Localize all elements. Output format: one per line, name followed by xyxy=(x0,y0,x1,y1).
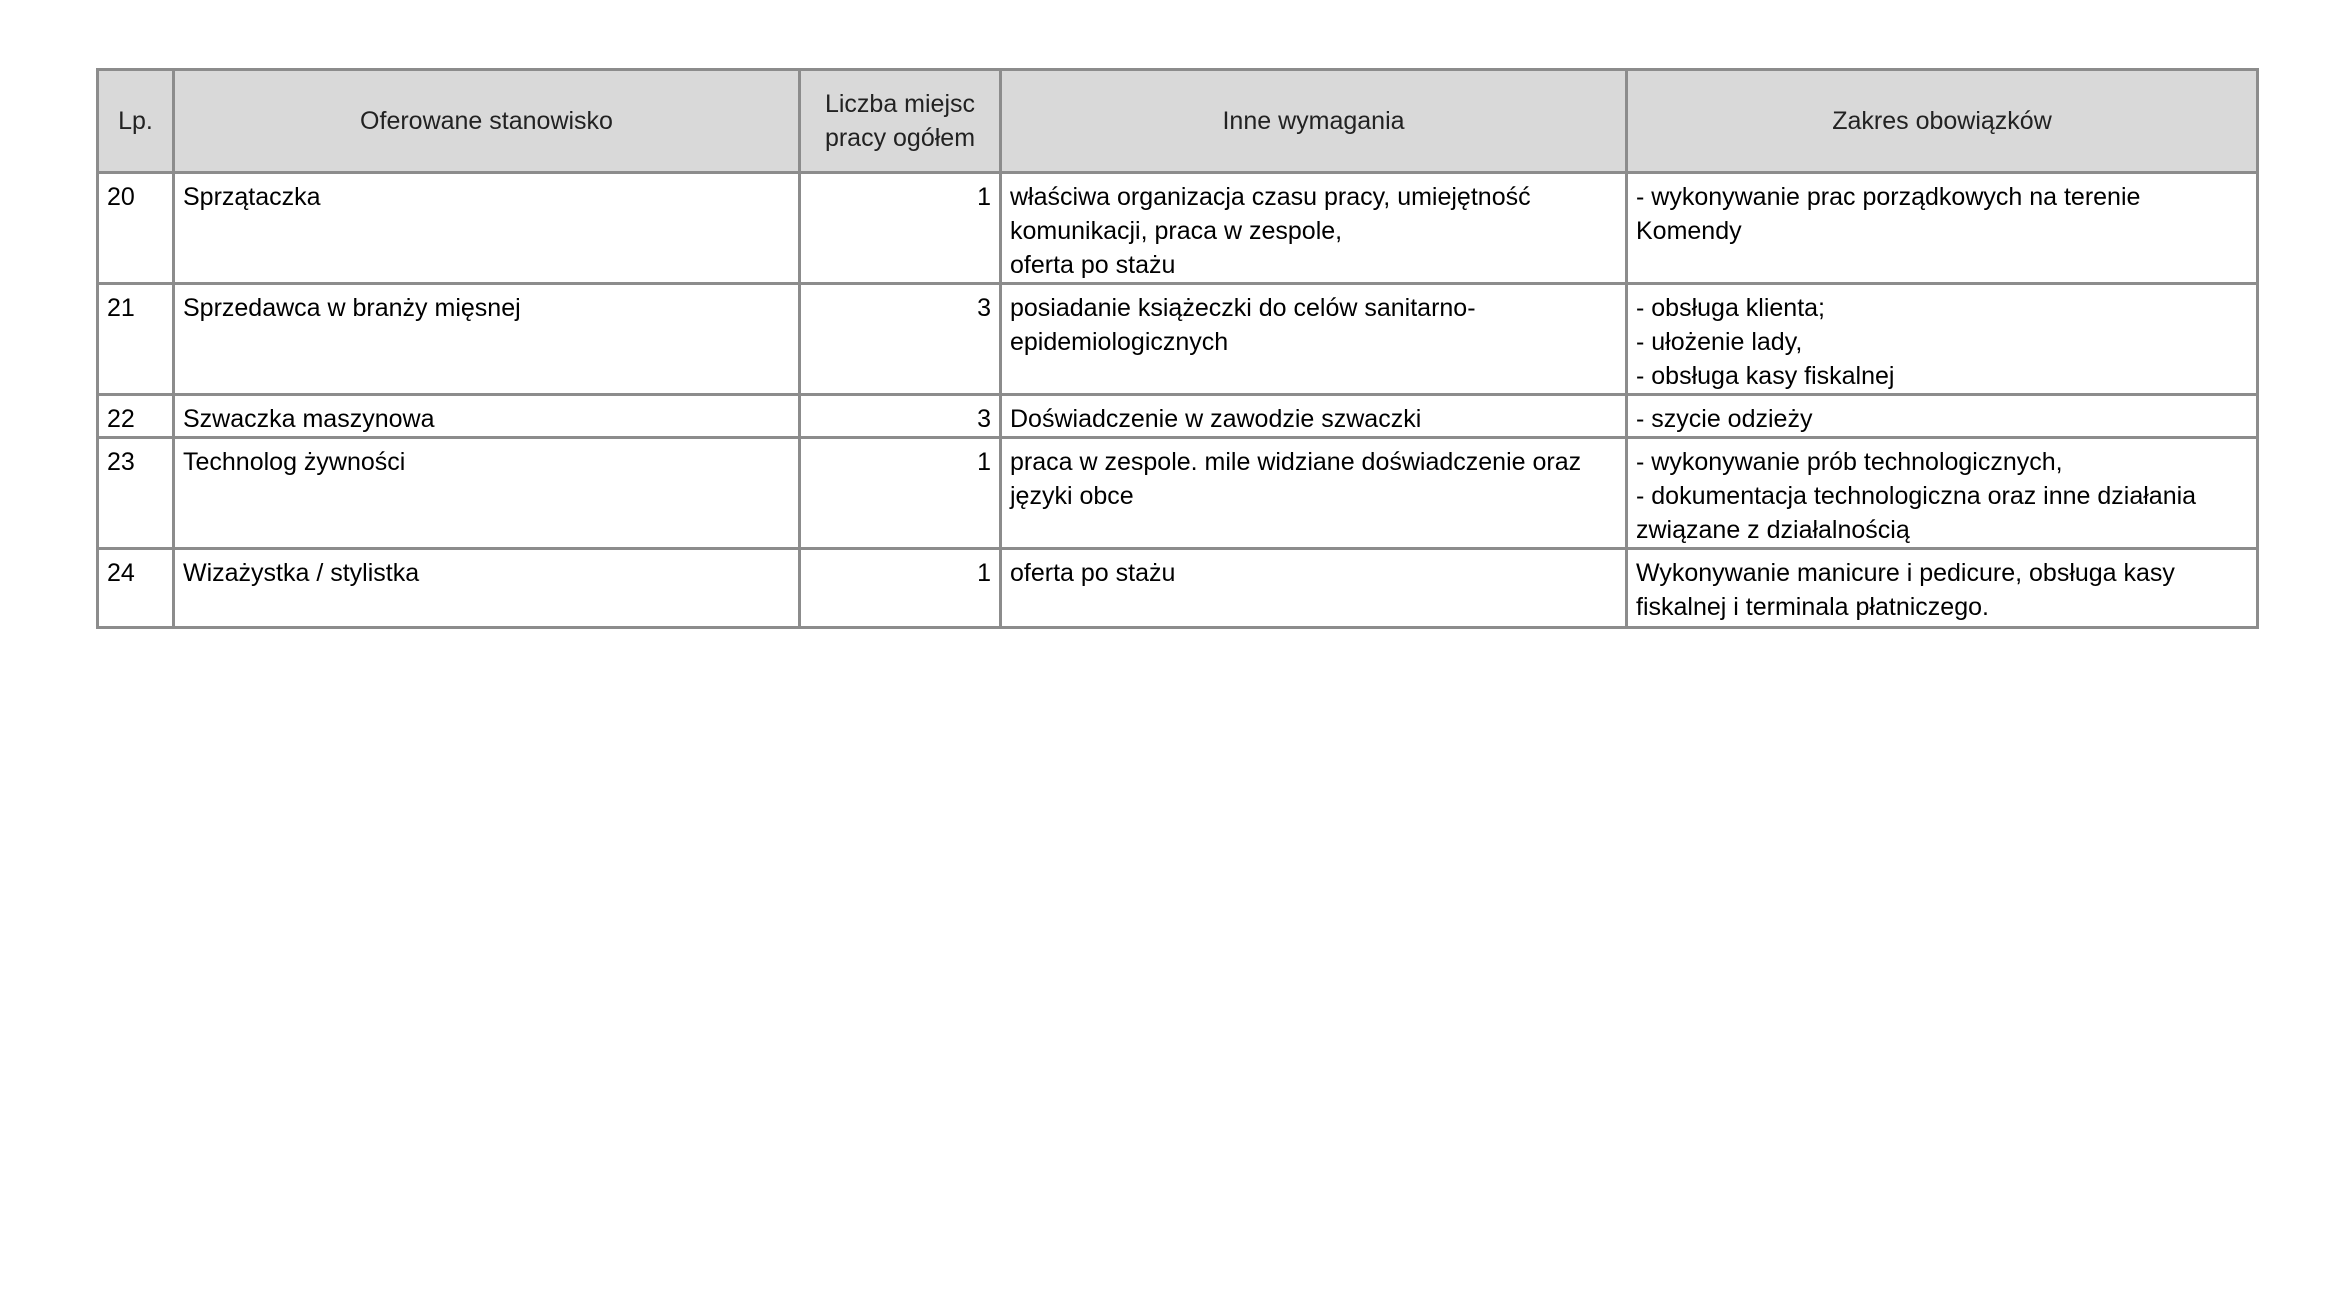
table-header-row xyxy=(98,70,2258,173)
table-row xyxy=(98,173,2258,284)
cell-duties: - szycie odzieży xyxy=(1627,395,2258,438)
cell-places: 1 xyxy=(800,173,1001,284)
cell-position: Sprzedawca w branży mięsnej xyxy=(174,284,800,395)
header-duties: Zakres obowiązków xyxy=(1627,70,2258,173)
cell-places: 3 xyxy=(800,284,1001,395)
cell-requirements: posiadanie książeczki do celów sanitarno- epidemiologicznych xyxy=(1001,284,1627,395)
cell-requirements: praca w zespole. mile widziane doświadczenie oraz języki obce xyxy=(1001,438,1627,549)
cell-requirements: właściwa organizacja czasu pracy, umiejętność komunikacji, praca w zespole, oferta po stażu xyxy=(1001,173,1627,284)
job-offers-table xyxy=(96,68,2259,629)
header-places: Liczba miejsc pracy ogółem xyxy=(800,70,1001,173)
cell-lp: 21 xyxy=(98,284,174,395)
cell-duties: Wykonywanie manicure i pedicure, obsługa kasy fiskalnej i terminala płatniczego. xyxy=(1627,549,2258,628)
header-position: Oferowane stanowisko xyxy=(174,70,800,173)
cell-requirements: oferta po stażu xyxy=(1001,549,1627,628)
table-row xyxy=(98,438,2258,549)
cell-lp: 24 xyxy=(98,549,174,628)
table-row xyxy=(98,549,2258,628)
cell-position: Szwaczka maszynowa xyxy=(174,395,800,438)
header-lp: Lp. xyxy=(98,70,174,173)
cell-places: 1 xyxy=(800,549,1001,628)
cell-lp: 20 xyxy=(98,173,174,284)
cell-duties: - obsługa klienta; - ułożenie lady, - obsługa kasy fiskalnej xyxy=(1627,284,2258,395)
cell-duties: - wykonywanie prac porządkowych na terenie Komendy xyxy=(1627,173,2258,284)
job-offers-sheet xyxy=(96,68,2256,629)
cell-position: Technolog żywności xyxy=(174,438,800,549)
table-row xyxy=(98,284,2258,395)
cell-places: 1 xyxy=(800,438,1001,549)
header-requirements: Inne wymagania xyxy=(1001,70,1627,173)
cell-position: Sprzątaczka xyxy=(174,173,800,284)
table-row xyxy=(98,395,2258,438)
cell-lp: 22 xyxy=(98,395,174,438)
cell-position: Wizażystka / stylistka xyxy=(174,549,800,628)
cell-lp: 23 xyxy=(98,438,174,549)
cell-duties: - wykonywanie prób technologicznych, - dokumentacja technologiczna oraz inne działania związane z działalnością xyxy=(1627,438,2258,549)
cell-requirements: Doświadczenie w zawodzie szwaczki xyxy=(1001,395,1627,438)
cell-places: 3 xyxy=(800,395,1001,438)
